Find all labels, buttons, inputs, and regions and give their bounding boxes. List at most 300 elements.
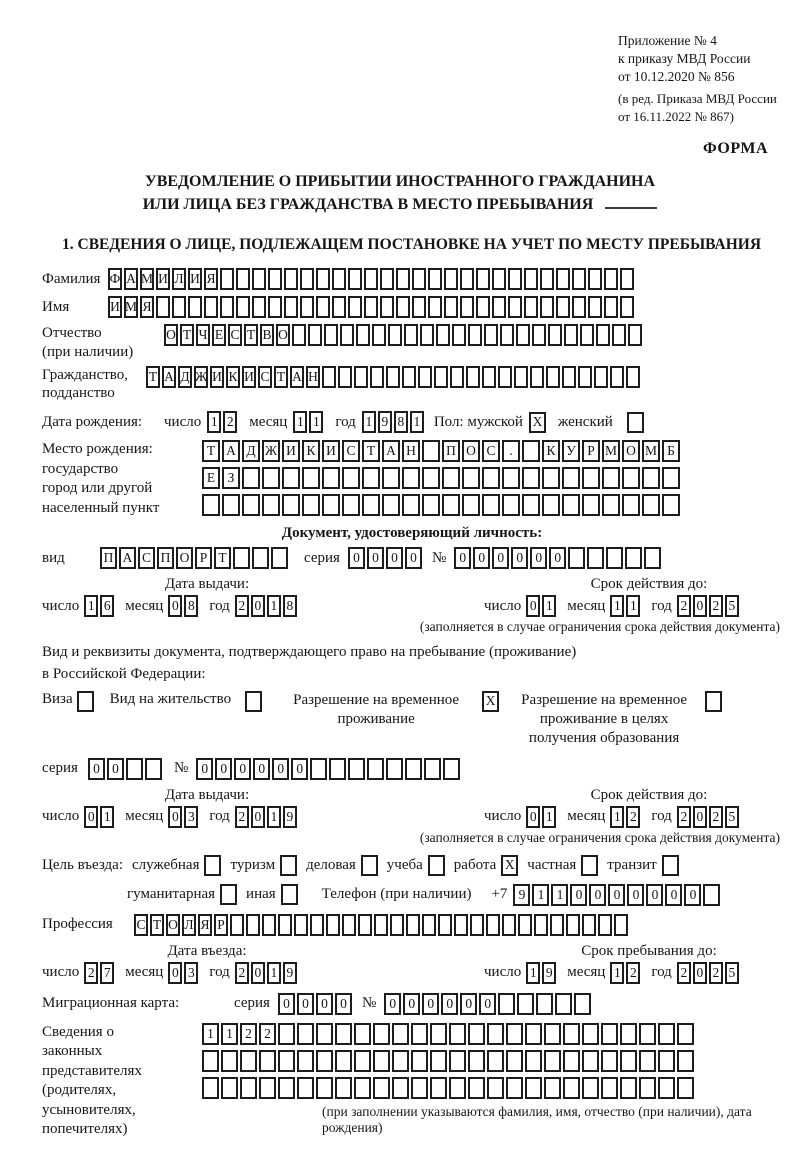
char-cell[interactable]: [532, 324, 546, 346]
char-cell[interactable]: [522, 494, 540, 516]
char-cell[interactable]: Д: [242, 440, 260, 462]
char-cell[interactable]: [373, 1050, 390, 1072]
char-cell[interactable]: [340, 324, 354, 346]
char-cell[interactable]: Т: [180, 324, 194, 346]
char-cell[interactable]: [308, 324, 322, 346]
char-cell[interactable]: П: [100, 547, 117, 569]
char-cell[interactable]: [252, 268, 266, 290]
char-cell[interactable]: [373, 1077, 390, 1099]
char-cell[interactable]: И: [108, 296, 122, 318]
char-cell[interactable]: [470, 914, 484, 936]
char-cell[interactable]: [588, 268, 602, 290]
char-cell[interactable]: [335, 1050, 352, 1072]
char-cell[interactable]: [449, 1023, 466, 1045]
char-cell[interactable]: [262, 914, 276, 936]
char-cell[interactable]: [540, 296, 554, 318]
char-cell[interactable]: [354, 1050, 371, 1072]
char-cell[interactable]: [332, 296, 346, 318]
char-cell[interactable]: 0: [272, 758, 289, 780]
char-cell[interactable]: Я: [140, 296, 154, 318]
char-cell[interactable]: [517, 993, 534, 1015]
char-cell[interactable]: [486, 914, 500, 936]
char-cell[interactable]: 0: [215, 758, 232, 780]
char-cell[interactable]: [466, 366, 480, 388]
char-cell[interactable]: [268, 268, 282, 290]
char-cell[interactable]: 0: [84, 806, 98, 828]
char-cell[interactable]: [342, 467, 360, 489]
char-cell[interactable]: [342, 914, 356, 936]
char-cell[interactable]: [644, 547, 661, 569]
char-cell[interactable]: [422, 440, 440, 462]
char-cell[interactable]: [222, 494, 240, 516]
char-cell[interactable]: [582, 1077, 599, 1099]
char-cell[interactable]: Я: [204, 268, 218, 290]
char-cell[interactable]: [242, 494, 260, 516]
char-cell[interactable]: 0: [88, 758, 105, 780]
char-cell[interactable]: [380, 296, 394, 318]
char-cell[interactable]: [587, 547, 604, 569]
char-cell[interactable]: [202, 494, 220, 516]
char-cell[interactable]: [498, 366, 512, 388]
char-cell[interactable]: О: [176, 547, 193, 569]
char-cell[interactable]: Ч: [196, 324, 210, 346]
char-cell[interactable]: [601, 1023, 618, 1045]
char-cell[interactable]: Ж: [194, 366, 208, 388]
char-cell[interactable]: О: [462, 440, 480, 462]
char-cell[interactable]: [411, 1023, 428, 1045]
char-cell[interactable]: 2: [709, 962, 723, 984]
char-cell[interactable]: [297, 1077, 314, 1099]
char-cell[interactable]: 2: [626, 806, 640, 828]
char-cell[interactable]: И: [242, 366, 256, 388]
char-cell[interactable]: [596, 324, 610, 346]
char-cell[interactable]: [240, 1050, 257, 1072]
char-cell[interactable]: [411, 1050, 428, 1072]
char-cell[interactable]: [370, 366, 384, 388]
char-cell[interactable]: И: [188, 268, 202, 290]
char-cell[interactable]: [402, 467, 420, 489]
char-cell[interactable]: 5: [725, 595, 739, 617]
char-cell[interactable]: Л: [182, 914, 196, 936]
char-cell[interactable]: [282, 467, 300, 489]
char-cell[interactable]: [562, 467, 580, 489]
char-cell[interactable]: [536, 993, 553, 1015]
char-cell[interactable]: [544, 1077, 561, 1099]
char-cell[interactable]: [236, 296, 250, 318]
char-cell[interactable]: [482, 366, 496, 388]
char-cell[interactable]: [220, 268, 234, 290]
char-cell[interactable]: [604, 296, 618, 318]
char-cell[interactable]: [188, 296, 202, 318]
char-cell[interactable]: [406, 914, 420, 936]
char-cell[interactable]: 2: [709, 595, 723, 617]
char-cell[interactable]: 1: [526, 962, 540, 984]
char-cell[interactable]: [677, 1050, 694, 1072]
char-cell[interactable]: Р: [214, 914, 228, 936]
char-cell[interactable]: 7: [100, 962, 114, 984]
char-cell[interactable]: [428, 855, 445, 876]
char-cell[interactable]: [268, 296, 282, 318]
char-cell[interactable]: 0: [549, 547, 566, 569]
char-cell[interactable]: [220, 296, 234, 318]
char-cell[interactable]: [278, 1077, 295, 1099]
char-cell[interactable]: 0: [530, 547, 547, 569]
char-cell[interactable]: [462, 467, 480, 489]
char-cell[interactable]: [588, 296, 602, 318]
char-cell[interactable]: [578, 366, 592, 388]
char-cell[interactable]: [282, 494, 300, 516]
char-cell[interactable]: [582, 1050, 599, 1072]
char-cell[interactable]: З: [222, 467, 240, 489]
char-cell[interactable]: [284, 268, 298, 290]
char-cell[interactable]: 1: [610, 962, 624, 984]
char-cell[interactable]: .: [502, 440, 520, 462]
char-cell[interactable]: [284, 296, 298, 318]
char-cell[interactable]: 0: [168, 806, 182, 828]
char-cell[interactable]: [580, 324, 594, 346]
char-cell[interactable]: 9: [542, 962, 556, 984]
char-cell[interactable]: 0: [251, 962, 265, 984]
char-cell[interactable]: [639, 1023, 656, 1045]
char-cell[interactable]: [563, 1023, 580, 1045]
char-cell[interactable]: [601, 1050, 618, 1072]
char-cell[interactable]: [411, 1077, 428, 1099]
char-cell[interactable]: [322, 366, 336, 388]
char-cell[interactable]: [335, 1077, 352, 1099]
char-cell[interactable]: В: [260, 324, 274, 346]
char-cell[interactable]: 1: [532, 884, 549, 906]
char-cell[interactable]: О: [276, 324, 290, 346]
char-cell[interactable]: [550, 914, 564, 936]
char-cell[interactable]: [525, 1077, 542, 1099]
char-cell[interactable]: 0: [454, 547, 471, 569]
char-cell[interactable]: [642, 467, 660, 489]
char-cell[interactable]: [542, 467, 560, 489]
char-cell[interactable]: 1: [542, 806, 556, 828]
char-cell[interactable]: [404, 324, 418, 346]
char-cell[interactable]: 0: [693, 595, 707, 617]
char-cell[interactable]: [362, 467, 380, 489]
char-cell[interactable]: [392, 1077, 409, 1099]
char-cell[interactable]: [316, 268, 330, 290]
char-cell[interactable]: 0: [278, 993, 295, 1015]
char-cell[interactable]: А: [222, 440, 240, 462]
char-cell[interactable]: [156, 296, 170, 318]
char-cell[interactable]: 6: [100, 595, 114, 617]
char-cell[interactable]: [422, 467, 440, 489]
char-cell[interactable]: 0: [693, 962, 707, 984]
char-cell[interactable]: [610, 366, 624, 388]
char-cell[interactable]: [449, 1077, 466, 1099]
char-cell[interactable]: 8: [184, 595, 198, 617]
char-cell[interactable]: [428, 296, 442, 318]
char-cell[interactable]: [428, 268, 442, 290]
char-cell[interactable]: [382, 494, 400, 516]
char-cell[interactable]: 8: [394, 411, 408, 433]
char-cell[interactable]: Е: [202, 467, 220, 489]
char-cell[interactable]: [262, 494, 280, 516]
char-cell[interactable]: 0: [693, 806, 707, 828]
char-cell[interactable]: [221, 1050, 238, 1072]
char-cell[interactable]: 0: [253, 758, 270, 780]
char-cell[interactable]: 2: [223, 411, 237, 433]
char-cell[interactable]: [602, 494, 620, 516]
char-cell[interactable]: [462, 494, 480, 516]
char-cell[interactable]: 0: [589, 884, 606, 906]
char-cell[interactable]: 2: [677, 806, 691, 828]
char-cell[interactable]: [582, 494, 600, 516]
char-cell[interactable]: 0: [335, 993, 352, 1015]
char-cell[interactable]: 1: [207, 411, 221, 433]
char-cell[interactable]: [372, 324, 386, 346]
char-cell[interactable]: [516, 324, 530, 346]
char-cell[interactable]: К: [542, 440, 560, 462]
char-cell[interactable]: 0: [422, 993, 439, 1015]
char-cell[interactable]: [310, 758, 327, 780]
char-cell[interactable]: [620, 268, 634, 290]
char-cell[interactable]: [316, 1023, 333, 1045]
char-cell[interactable]: [280, 855, 297, 876]
char-cell[interactable]: [348, 268, 362, 290]
char-cell[interactable]: [422, 494, 440, 516]
char-cell[interactable]: [525, 1050, 542, 1072]
char-cell[interactable]: [386, 366, 400, 388]
char-cell[interactable]: [436, 324, 450, 346]
char-cell[interactable]: [242, 467, 260, 489]
char-cell[interactable]: [556, 268, 570, 290]
char-cell[interactable]: 1: [542, 595, 556, 617]
char-cell[interactable]: Б: [662, 440, 680, 462]
char-cell[interactable]: [482, 467, 500, 489]
char-cell[interactable]: [354, 1023, 371, 1045]
char-cell[interactable]: [612, 324, 626, 346]
char-cell[interactable]: [582, 467, 600, 489]
char-cell[interactable]: А: [290, 366, 304, 388]
char-cell[interactable]: [442, 467, 460, 489]
char-cell[interactable]: 2: [235, 962, 249, 984]
char-cell[interactable]: 0: [234, 758, 251, 780]
char-cell[interactable]: 1: [626, 595, 640, 617]
char-cell[interactable]: [534, 914, 548, 936]
char-cell[interactable]: Т: [202, 440, 220, 462]
char-cell[interactable]: [498, 993, 515, 1015]
char-cell[interactable]: [524, 296, 538, 318]
char-cell[interactable]: 1: [309, 411, 323, 433]
char-cell[interactable]: И: [156, 268, 170, 290]
char-cell[interactable]: 1: [221, 1023, 238, 1045]
char-cell[interactable]: 0: [646, 884, 663, 906]
char-cell[interactable]: [454, 914, 468, 936]
char-cell[interactable]: [502, 494, 520, 516]
char-cell[interactable]: [522, 467, 540, 489]
char-cell[interactable]: [564, 324, 578, 346]
char-cell[interactable]: 0: [297, 993, 314, 1015]
char-cell[interactable]: [354, 366, 368, 388]
char-cell[interactable]: [594, 366, 608, 388]
char-cell[interactable]: [316, 1077, 333, 1099]
char-cell[interactable]: [658, 1023, 675, 1045]
char-cell[interactable]: Ж: [262, 440, 280, 462]
char-cell[interactable]: [348, 758, 365, 780]
char-cell[interactable]: Д: [178, 366, 192, 388]
char-cell[interactable]: 1: [610, 595, 624, 617]
char-cell[interactable]: 9: [283, 962, 297, 984]
char-cell[interactable]: [364, 296, 378, 318]
char-cell[interactable]: [348, 296, 362, 318]
char-cell[interactable]: 0: [384, 993, 401, 1015]
char-cell[interactable]: [259, 1050, 276, 1072]
char-cell[interactable]: [335, 1023, 352, 1045]
char-cell[interactable]: [449, 1050, 466, 1072]
char-cell[interactable]: [601, 1077, 618, 1099]
char-cell[interactable]: Т: [274, 366, 288, 388]
char-cell[interactable]: [443, 758, 460, 780]
char-cell[interactable]: [362, 494, 380, 516]
char-cell[interactable]: О: [166, 914, 180, 936]
char-cell[interactable]: Т: [150, 914, 164, 936]
char-cell[interactable]: 5: [725, 962, 739, 984]
char-cell[interactable]: [430, 1023, 447, 1045]
char-cell[interactable]: [476, 268, 490, 290]
char-cell[interactable]: [420, 324, 434, 346]
char-cell[interactable]: [677, 1023, 694, 1045]
char-cell[interactable]: [367, 758, 384, 780]
char-cell[interactable]: [525, 1023, 542, 1045]
char-cell[interactable]: И: [282, 440, 300, 462]
char-cell[interactable]: [278, 1050, 295, 1072]
char-cell[interactable]: [506, 1050, 523, 1072]
char-cell[interactable]: 1: [551, 884, 568, 906]
char-cell[interactable]: 0: [316, 993, 333, 1015]
char-cell[interactable]: [625, 547, 642, 569]
char-cell[interactable]: [639, 1077, 656, 1099]
char-cell[interactable]: [246, 914, 260, 936]
char-cell[interactable]: [297, 1023, 314, 1045]
char-cell[interactable]: 1: [267, 962, 281, 984]
char-cell[interactable]: [476, 296, 490, 318]
char-cell[interactable]: 0: [684, 884, 701, 906]
char-cell[interactable]: [572, 268, 586, 290]
char-cell[interactable]: 0: [526, 595, 540, 617]
char-cell[interactable]: [582, 1023, 599, 1045]
char-cell[interactable]: [622, 494, 640, 516]
char-cell[interactable]: И: [210, 366, 224, 388]
char-cell[interactable]: [620, 1077, 637, 1099]
char-cell[interactable]: 0: [168, 962, 182, 984]
char-cell[interactable]: [236, 268, 250, 290]
char-cell[interactable]: 0: [511, 547, 528, 569]
char-cell[interactable]: 1: [100, 806, 114, 828]
char-cell[interactable]: 0: [196, 758, 213, 780]
char-cell[interactable]: [356, 324, 370, 346]
char-cell[interactable]: 2: [677, 595, 691, 617]
char-cell[interactable]: [262, 467, 280, 489]
char-cell[interactable]: [658, 1077, 675, 1099]
char-cell[interactable]: 2: [626, 962, 640, 984]
char-cell[interactable]: [204, 296, 218, 318]
char-cell[interactable]: П: [442, 440, 460, 462]
char-cell[interactable]: К: [302, 440, 320, 462]
char-cell[interactable]: 1: [202, 1023, 219, 1045]
char-cell[interactable]: [316, 296, 330, 318]
char-cell[interactable]: [705, 691, 722, 712]
char-cell[interactable]: [418, 366, 432, 388]
char-cell[interactable]: [300, 268, 314, 290]
char-cell[interactable]: [604, 268, 618, 290]
char-cell[interactable]: [392, 1023, 409, 1045]
char-cell[interactable]: [642, 494, 660, 516]
char-cell[interactable]: [259, 1077, 276, 1099]
char-cell[interactable]: Р: [195, 547, 212, 569]
char-cell[interactable]: 0: [348, 547, 365, 569]
char-cell[interactable]: П: [157, 547, 174, 569]
char-cell[interactable]: X: [501, 855, 518, 876]
char-cell[interactable]: 8: [283, 595, 297, 617]
char-cell[interactable]: [302, 494, 320, 516]
char-cell[interactable]: [492, 296, 506, 318]
char-cell[interactable]: [424, 758, 441, 780]
char-cell[interactable]: [468, 1077, 485, 1099]
char-cell[interactable]: Т: [214, 547, 231, 569]
char-cell[interactable]: [396, 296, 410, 318]
char-cell[interactable]: 0: [291, 758, 308, 780]
char-cell[interactable]: [572, 296, 586, 318]
char-cell[interactable]: С: [482, 440, 500, 462]
char-cell[interactable]: [548, 324, 562, 346]
char-cell[interactable]: Я: [198, 914, 212, 936]
char-cell[interactable]: [482, 494, 500, 516]
char-cell[interactable]: [444, 296, 458, 318]
char-cell[interactable]: 0: [251, 806, 265, 828]
char-cell[interactable]: 0: [526, 806, 540, 828]
char-cell[interactable]: 1: [84, 595, 98, 617]
char-cell[interactable]: [487, 1023, 504, 1045]
char-cell[interactable]: [412, 296, 426, 318]
char-cell[interactable]: [329, 758, 346, 780]
char-cell[interactable]: [703, 884, 720, 906]
char-cell[interactable]: 2: [240, 1023, 257, 1045]
char-cell[interactable]: [522, 440, 540, 462]
char-cell[interactable]: 2: [709, 806, 723, 828]
char-cell[interactable]: [508, 268, 522, 290]
char-cell[interactable]: [582, 914, 596, 936]
char-cell[interactable]: [444, 268, 458, 290]
char-cell[interactable]: [506, 1023, 523, 1045]
char-cell[interactable]: [172, 296, 186, 318]
char-cell[interactable]: [412, 268, 426, 290]
char-cell[interactable]: Т: [146, 366, 160, 388]
char-cell[interactable]: 0: [441, 993, 458, 1015]
char-cell[interactable]: [388, 324, 402, 346]
char-cell[interactable]: Т: [362, 440, 380, 462]
char-cell[interactable]: Е: [212, 324, 226, 346]
char-cell[interactable]: 0: [367, 547, 384, 569]
char-cell[interactable]: Ф: [108, 268, 122, 290]
char-cell[interactable]: Т: [244, 324, 258, 346]
char-cell[interactable]: [484, 324, 498, 346]
char-cell[interactable]: [620, 1023, 637, 1045]
char-cell[interactable]: 1: [362, 411, 376, 433]
char-cell[interactable]: [402, 494, 420, 516]
char-cell[interactable]: 0: [492, 547, 509, 569]
char-cell[interactable]: А: [124, 268, 138, 290]
char-cell[interactable]: [402, 366, 416, 388]
char-cell[interactable]: [430, 1077, 447, 1099]
char-cell[interactable]: И: [322, 440, 340, 462]
char-cell[interactable]: [563, 1077, 580, 1099]
char-cell[interactable]: [460, 296, 474, 318]
char-cell[interactable]: 0: [479, 993, 496, 1015]
